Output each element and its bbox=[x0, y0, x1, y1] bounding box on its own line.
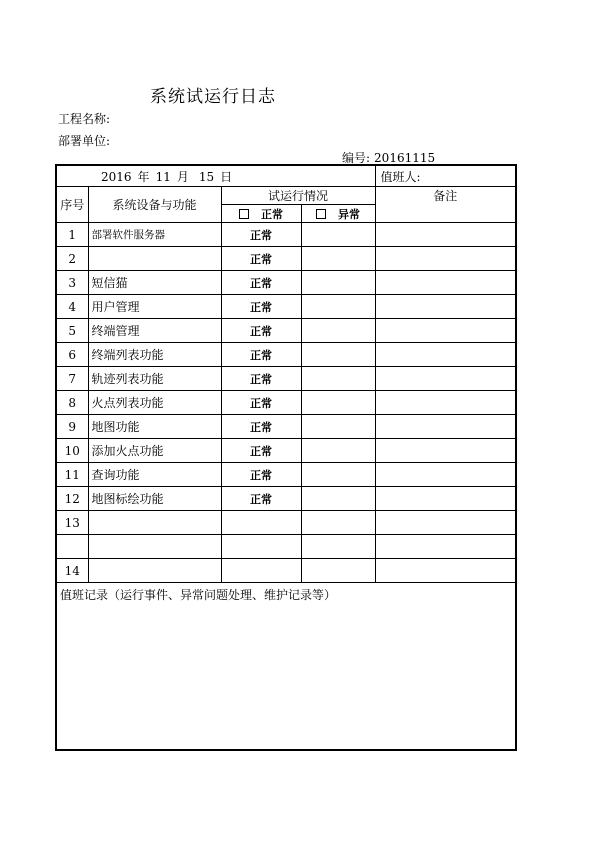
header-item: 系统设备与功能 bbox=[88, 187, 221, 223]
row-number: 1 bbox=[56, 223, 88, 247]
table-row bbox=[56, 295, 516, 319]
row-item-name: 添加火点功能 bbox=[88, 439, 221, 463]
row-remark bbox=[375, 559, 516, 583]
document-number-label: 编号: bbox=[342, 151, 371, 165]
abnormal-checkbox[interactable] bbox=[316, 209, 326, 219]
row-number: 6 bbox=[56, 343, 88, 367]
table-row bbox=[56, 559, 516, 583]
row-item-name: 部署软件服务器 bbox=[88, 223, 221, 247]
date-day: 15 bbox=[198, 169, 215, 184]
row-item-name bbox=[88, 247, 221, 271]
row-remark bbox=[375, 511, 516, 535]
row-remark bbox=[375, 295, 516, 319]
date-cell bbox=[56, 165, 375, 187]
row-item-name: 终端管理 bbox=[88, 319, 221, 343]
duty-person-label: 值班人: bbox=[380, 169, 421, 184]
row-remark bbox=[375, 439, 516, 463]
row-status-abnormal bbox=[301, 535, 375, 559]
row-number: 8 bbox=[56, 391, 88, 415]
row-status-abnormal bbox=[301, 415, 375, 439]
row-remark bbox=[375, 391, 516, 415]
row-number: 13 bbox=[56, 511, 88, 535]
row-number: 2 bbox=[56, 247, 88, 271]
row-item-name: 短信猫 bbox=[88, 271, 221, 295]
row-status-normal: 正常 bbox=[221, 487, 301, 511]
row-remark bbox=[375, 367, 516, 391]
table-row bbox=[56, 415, 516, 439]
header-abnormal-label: 异常 bbox=[338, 207, 361, 221]
row-item-name: 轨迹列表功能 bbox=[88, 367, 221, 391]
row-number: 9 bbox=[56, 415, 88, 439]
row-status-normal bbox=[221, 535, 301, 559]
page-title: 系统试运行日志 bbox=[150, 87, 276, 107]
row-status-normal: 正常 bbox=[221, 343, 301, 367]
row-status-normal: 正常 bbox=[221, 367, 301, 391]
duty-person-cell bbox=[375, 165, 516, 187]
duty-record-label: 值班记录（运行事件、异常问题处理、维护记录等） bbox=[60, 588, 337, 602]
row-status-normal: 正常 bbox=[221, 247, 301, 271]
row-status-abnormal bbox=[301, 439, 375, 463]
row-number: 14 bbox=[56, 559, 88, 583]
row-status-normal: 正常 bbox=[221, 463, 301, 487]
row-remark bbox=[375, 463, 516, 487]
table-row bbox=[56, 439, 516, 463]
table-row bbox=[56, 367, 516, 391]
row-number: 5 bbox=[56, 319, 88, 343]
row-number: 11 bbox=[56, 463, 88, 487]
row-remark bbox=[375, 223, 516, 247]
row-status-normal: 正常 bbox=[221, 271, 301, 295]
row-number: 4 bbox=[56, 295, 88, 319]
row-item-name: 终端列表功能 bbox=[88, 343, 221, 367]
header-status-group: 试运行情况 bbox=[221, 187, 375, 205]
row-status-normal bbox=[221, 511, 301, 535]
row-status-abnormal bbox=[301, 367, 375, 391]
row-status-abnormal bbox=[301, 463, 375, 487]
row-number: 10 bbox=[56, 439, 88, 463]
row-item-name: 地图功能 bbox=[88, 415, 221, 439]
row-item-name: 火点列表功能 bbox=[88, 391, 221, 415]
row-status-abnormal bbox=[301, 391, 375, 415]
date-year-unit: 年 bbox=[137, 169, 150, 184]
row-item-name bbox=[88, 559, 221, 583]
row-status-normal: 正常 bbox=[221, 223, 301, 247]
table-row bbox=[56, 487, 516, 511]
row-item-name: 查询功能 bbox=[88, 463, 221, 487]
row-remark bbox=[375, 343, 516, 367]
table-row bbox=[56, 247, 516, 271]
row-status-abnormal bbox=[301, 487, 375, 511]
header-seq: 序号 bbox=[56, 187, 88, 223]
table-row bbox=[56, 343, 516, 367]
row-number: 12 bbox=[56, 487, 88, 511]
row-status-abnormal bbox=[301, 511, 375, 535]
document-number-value: 20161115 bbox=[374, 151, 436, 165]
table-row bbox=[56, 271, 516, 295]
row-status-normal: 正常 bbox=[221, 295, 301, 319]
table-row bbox=[56, 511, 516, 535]
row-status-abnormal bbox=[301, 247, 375, 271]
table-row bbox=[56, 391, 516, 415]
row-status-normal: 正常 bbox=[221, 439, 301, 463]
log-table bbox=[55, 164, 517, 751]
department-label: 部署单位: bbox=[58, 134, 111, 148]
date-month: 11 bbox=[155, 169, 171, 184]
row-number: 3 bbox=[56, 271, 88, 295]
row-remark bbox=[375, 319, 516, 343]
row-item-name: 用户管理 bbox=[88, 295, 221, 319]
row-status-abnormal bbox=[301, 295, 375, 319]
row-status-abnormal bbox=[301, 223, 375, 247]
table-row bbox=[56, 535, 516, 559]
row-item-name bbox=[88, 535, 221, 559]
row-status-abnormal bbox=[301, 271, 375, 295]
row-status-normal: 正常 bbox=[221, 391, 301, 415]
row-status-normal bbox=[221, 559, 301, 583]
row-remark bbox=[375, 271, 516, 295]
header-abnormal bbox=[301, 205, 375, 223]
row-item-name bbox=[88, 511, 221, 535]
row-status-normal: 正常 bbox=[221, 415, 301, 439]
row-status-abnormal bbox=[301, 319, 375, 343]
row-status-normal: 正常 bbox=[221, 319, 301, 343]
project-name-label: 工程名称: bbox=[58, 112, 111, 126]
date-day-unit: 日 bbox=[220, 169, 233, 184]
header-normal bbox=[221, 205, 301, 223]
row-remark bbox=[375, 415, 516, 439]
date-year: 2016 bbox=[101, 169, 132, 184]
header-normal-label: 正常 bbox=[261, 207, 283, 221]
normal-checkbox[interactable] bbox=[239, 209, 249, 219]
row-status-abnormal bbox=[301, 559, 375, 583]
row-number bbox=[56, 535, 88, 559]
row-status-abnormal bbox=[301, 343, 375, 367]
row-number: 7 bbox=[56, 367, 88, 391]
table-row bbox=[56, 319, 516, 343]
date-month-unit: 月 bbox=[176, 169, 189, 184]
row-remark bbox=[375, 535, 516, 559]
table-row bbox=[56, 223, 516, 247]
row-remark bbox=[375, 487, 516, 511]
table-row bbox=[56, 463, 516, 487]
row-remark bbox=[375, 247, 516, 271]
row-item-name: 地图标绘功能 bbox=[88, 487, 221, 511]
duty-record-area[interactable] bbox=[56, 583, 516, 751]
header-remark: 备注 bbox=[375, 187, 516, 223]
